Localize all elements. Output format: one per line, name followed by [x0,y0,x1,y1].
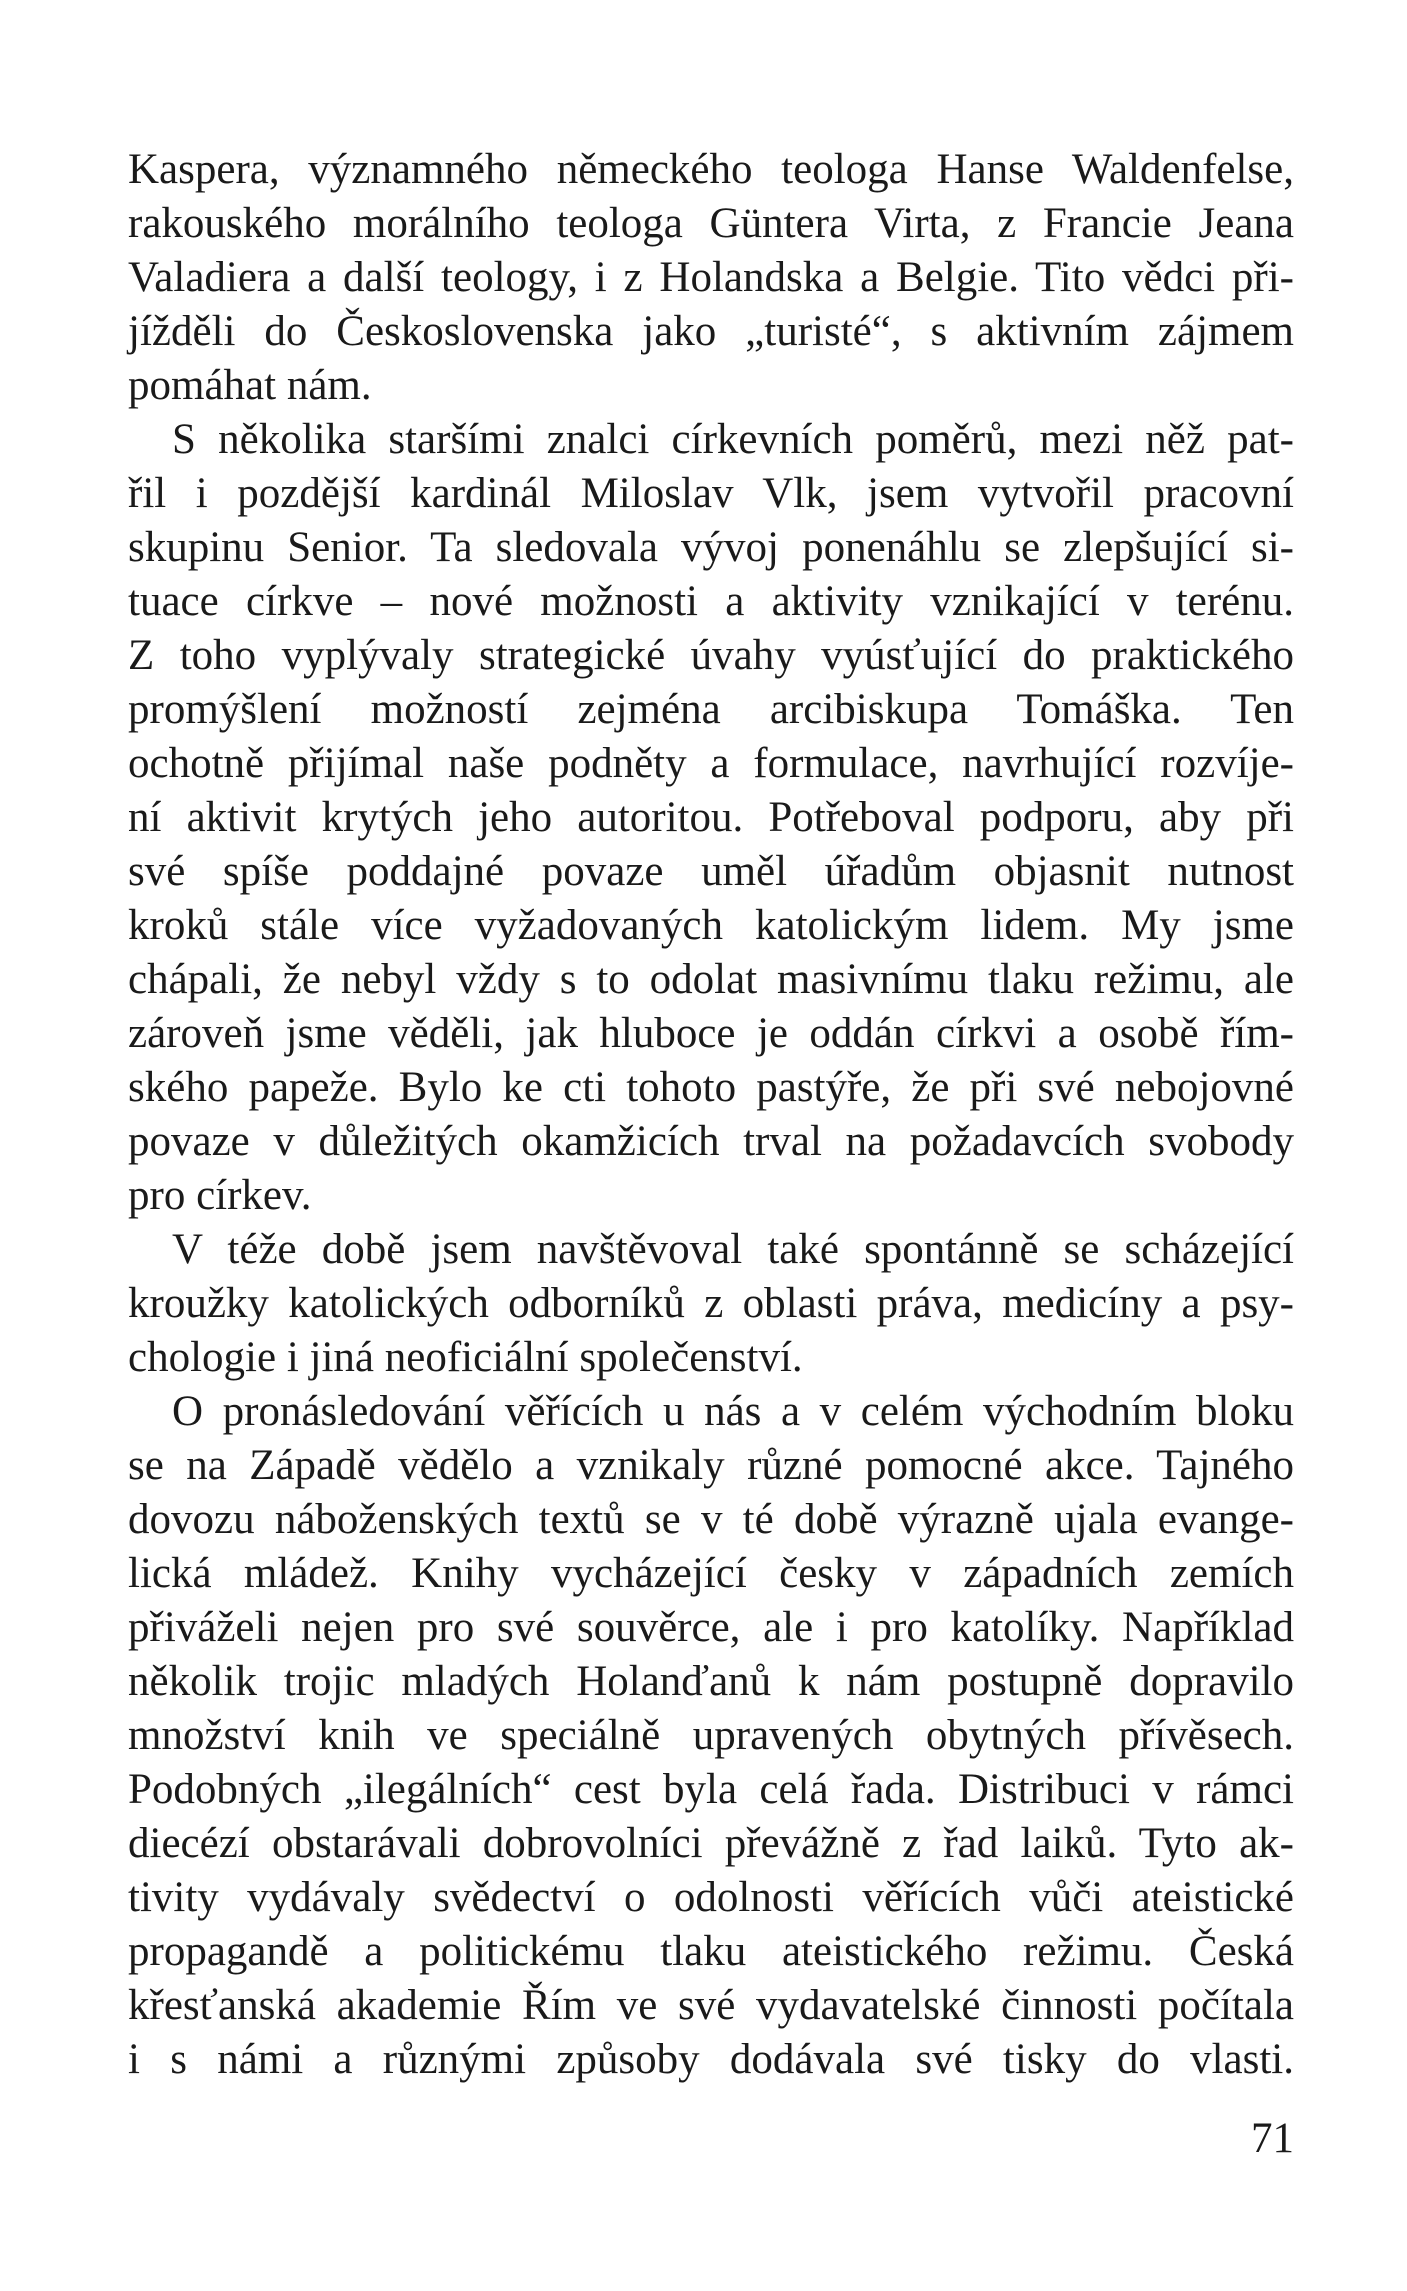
text-line: chologie i jiná neoficiální společenství. [128,1334,803,1381]
text-line: křesťanská akademie Řím ve své vydavatelské činnosti počítala [128,1982,1294,2029]
text-line: tuace církve – nové možnosti a aktivity vznikající v terénu. [128,578,1294,625]
text-line: lická mládež. Knihy vycházející česky v západních zemích [128,1550,1294,1597]
text-line: přiváželi nejen pro své souvěrce, ale i pro katolíky. Například [128,1604,1294,1651]
paragraph [128,1385,1294,2087]
text-line: několik trojic mladých Holanďanů k nám postupně dopravilo [128,1658,1294,1705]
text-line: Kaspera, významného německého teologa Hanse Waldenfelse, [128,146,1294,193]
text-line: promýšlení možností zejména arcibiskupa Tomáška. Ten [128,686,1294,733]
paragraph [128,1223,1294,1385]
text-line: propagandě a politickému tlaku ateistického režimu. Česká [128,1928,1294,1975]
text-line: se na Západě vědělo a vznikaly různé pomocné akce. Tajného [128,1442,1294,1489]
text-line: povaze v důležitých okamžicích trval na požadavcích svobody [128,1118,1294,1165]
text-line: ochotně přijímal naše podněty a formulace, navrhující rozvíje- [128,740,1294,787]
text-line: pro církev. [128,1172,312,1219]
text-line: S několika staršími znalci církevních poměrů, mezi něž pat- [172,416,1294,463]
text-line: rakouského morálního teologa Güntera Virta, z Francie Jeana [128,200,1294,247]
text-line: své spíše poddajné povaze uměl úřadům objasnit nutnost [128,848,1294,895]
text-line: množství knih ve speciálně upravených obytných přívěsech. [128,1712,1294,1759]
text-line: diecézí obstarávali dobrovolníci převážně z řad laiků. Tyto ak- [128,1820,1294,1867]
text-line: ní aktivit krytých jeho autoritou. Potřeboval podporu, aby při [128,794,1294,841]
page-number: 71 [1251,2115,1294,2162]
text-line: O pronásledování věřících u nás a v celém východním bloku [172,1388,1294,1435]
text-line: řil i pozdější kardinál Miloslav Vlk, jsem vytvořil pracovní [128,470,1294,517]
text-line: kroužky katolických odborníků z oblasti práva, medicíny a psy- [128,1280,1294,1327]
text-line: kroků stále více vyžadovaných katolickým lidem. My jsme [128,902,1294,949]
paragraph [128,143,1294,413]
text-line: dovozu náboženských textů se v té době výrazně ujala evange- [128,1496,1294,1543]
text-line: tivity vydávaly svědectví o odolnosti věřících vůči ateistické [128,1874,1294,1921]
text-line: V téže době jsem navštěvoval také spontánně se scházející [172,1226,1294,1273]
text-line: jížděli do Československa jako „turisté“, s aktivním zájmem [128,308,1294,355]
text-line: Podobných „ilegálních“ cest byla celá řada. Distribuci v rámci [128,1766,1294,1813]
text-line: skupinu Senior. Ta sledovala vývoj ponenáhlu se zlepšující si- [128,524,1294,571]
text-line: ského papeže. Bylo ke cti tohoto pastýře, že při své nebojovné [128,1064,1294,1111]
paragraph [128,413,1294,1223]
text-line: zároveň jsme věděli, jak hluboce je oddán církvi a osobě řím- [128,1010,1294,1057]
text-line: i s námi a různými způsoby dodávala své tisky do vlasti. [128,2036,1294,2083]
text-line: pomáhat nám. [128,362,372,409]
text-line: Valadiera a další teology, i z Holandska a Belgie. Tito vědci při- [128,254,1294,301]
text-line: Z toho vyplývaly strategické úvahy vyúsťující do praktického [128,632,1294,679]
text-line: chápali, že nebyl vždy s to odolat masivnímu tlaku režimu, ale [128,956,1294,1003]
body-text [128,143,1294,2087]
